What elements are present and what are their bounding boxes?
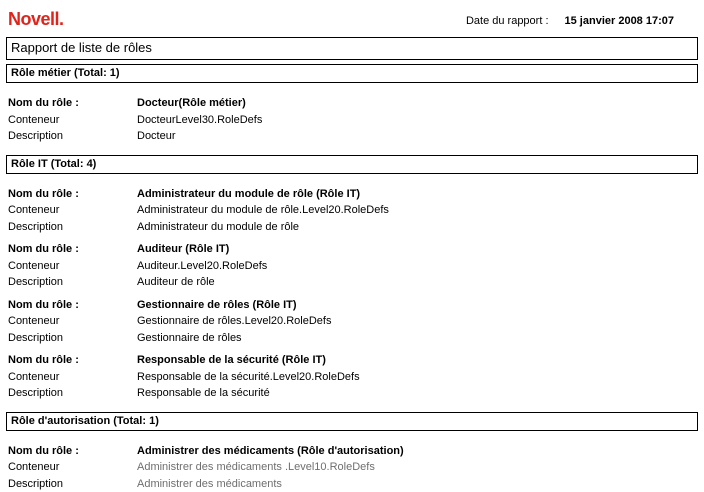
role-entry	[8, 186, 698, 236]
field-label-name: Nom du rôle :	[8, 297, 137, 314]
role-container-value: DocteurLevel30.RoleDefs	[137, 114, 262, 126]
role-container-value: Administrer des médicaments .Level10.RoleDefs	[137, 461, 375, 473]
role-entry	[8, 297, 698, 347]
section-header-role-it	[6, 155, 698, 174]
field-label-description: Description	[8, 274, 137, 291]
role-description-value: Docteur	[137, 130, 176, 142]
field-row-container	[8, 258, 698, 275]
field-row-description	[8, 476, 698, 492]
report-date-label: Date du rapport :	[466, 15, 549, 27]
field-label-description: Description	[8, 476, 137, 492]
novell-logo-dot: .	[59, 9, 64, 29]
field-label-container: Conteneur	[8, 258, 137, 275]
novell-logo	[8, 10, 64, 28]
field-row-name	[8, 352, 698, 369]
role-entry	[8, 443, 698, 492]
role-description-value: Auditeur de rôle	[137, 276, 215, 288]
field-row-description	[8, 385, 698, 402]
section-title: Rôle d'autorisation (Total: 1)	[11, 415, 159, 427]
section-header-role-metier	[6, 64, 698, 83]
field-row-container	[8, 313, 698, 330]
field-row-description	[8, 274, 698, 291]
section-entries-role-autorisation	[8, 443, 698, 492]
novell-logo-text: Novell	[8, 9, 59, 29]
role-description-value: Gestionnaire de rôles	[137, 332, 242, 344]
field-row-container	[8, 202, 698, 219]
field-label-description: Description	[8, 219, 137, 236]
field-label-description: Description	[8, 385, 137, 402]
role-name-value: Administrer des médicaments (Rôle d'autorisation)	[137, 445, 404, 457]
section-title: Rôle métier (Total: 1)	[11, 67, 120, 79]
role-description-value: Administrer des médicaments	[137, 478, 282, 490]
field-label-container: Conteneur	[8, 459, 137, 476]
role-name-value: Gestionnaire de rôles (Rôle IT)	[137, 299, 297, 311]
field-label-container: Conteneur	[8, 313, 137, 330]
role-name-value: Auditeur (Rôle IT)	[137, 243, 229, 255]
section-title: Rôle IT (Total: 4)	[11, 158, 96, 170]
report-title-text: Rapport de liste de rôles	[11, 40, 152, 55]
field-label-name: Nom du rôle :	[8, 352, 137, 369]
field-row-name	[8, 186, 698, 203]
field-label-name: Nom du rôle :	[8, 241, 137, 258]
report-topbar	[0, 0, 704, 28]
field-label-name: Nom du rôle :	[8, 186, 137, 203]
field-row-description	[8, 128, 698, 145]
role-container-value: Responsable de la sécurité.Level20.RoleDefs	[137, 371, 360, 383]
report-title	[6, 37, 698, 60]
section-entries-role-it	[8, 186, 698, 402]
role-description-value: Administrateur du module de rôle	[137, 221, 299, 233]
role-container-value: Auditeur.Level20.RoleDefs	[137, 260, 267, 272]
field-label-container: Conteneur	[8, 369, 137, 386]
field-row-name	[8, 241, 698, 258]
field-row-description	[8, 330, 698, 347]
role-name-value: Administrateur du module de rôle (Rôle IT)	[137, 188, 360, 200]
role-container-value: Administrateur du module de rôle.Level20.RoleDefs	[137, 204, 389, 216]
role-name-value: Docteur(Rôle métier)	[137, 97, 246, 109]
field-row-name	[8, 297, 698, 314]
role-entry	[8, 95, 698, 145]
field-row-description	[8, 219, 698, 236]
role-container-value: Gestionnaire de rôles.Level20.RoleDefs	[137, 315, 331, 327]
section-header-role-autorisation	[6, 412, 698, 431]
field-row-container	[8, 459, 698, 476]
field-label-name: Nom du rôle :	[8, 443, 137, 460]
role-entry	[8, 352, 698, 402]
field-row-name	[8, 95, 698, 112]
field-row-container	[8, 369, 698, 386]
section-entries-role-metier	[8, 95, 698, 145]
field-label-container: Conteneur	[8, 202, 137, 219]
report-date-value: 15 janvier 2008 17:07	[565, 15, 674, 27]
field-label-name: Nom du rôle :	[8, 95, 137, 112]
field-row-container	[8, 112, 698, 129]
report-date	[466, 15, 674, 27]
role-name-value: Responsable de la sécurité (Rôle IT)	[137, 354, 326, 366]
field-label-description: Description	[8, 128, 137, 145]
role-description-value: Responsable de la sécurité	[137, 387, 270, 399]
field-label-container: Conteneur	[8, 112, 137, 129]
field-label-description: Description	[8, 330, 137, 347]
role-entry	[8, 241, 698, 291]
field-row-name	[8, 443, 698, 460]
